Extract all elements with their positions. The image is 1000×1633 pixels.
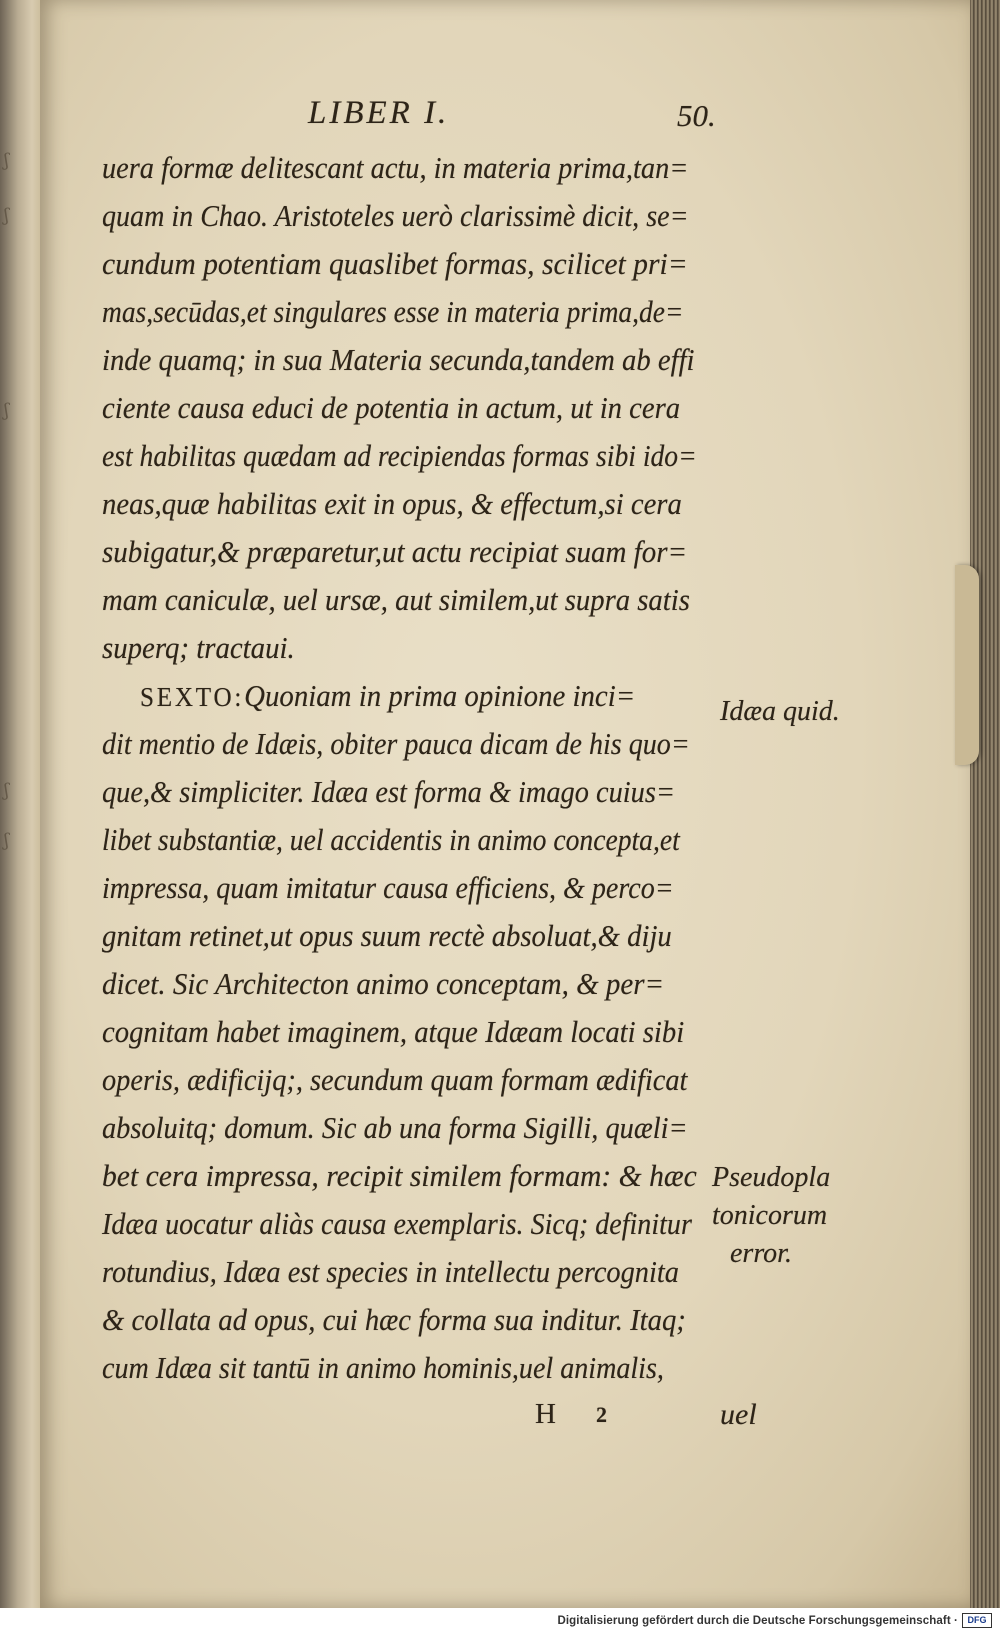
text-line: cognitam habet imaginem, atque Idæam locati sibi	[102, 1014, 685, 1049]
text-line: bet cera impressa, recipit similem formam: & hæc	[102, 1158, 697, 1193]
section-caps: SEXTO:	[140, 682, 245, 712]
text-line: dicet. Sic Architecton animo conceptam, & per=	[102, 966, 665, 1001]
text-line: dit mentio de Idæis, obiter pauca dicam de his quo=	[102, 726, 690, 761]
text-line: uera formæ delitescant actu, in materia prima,tan=	[102, 150, 689, 185]
margin-note-pseudoplatonicorum-3: error.	[730, 1238, 792, 1269]
text-line: que,& simpliciter. Idæa est forma & imago cuius=	[102, 774, 676, 809]
text-line: libet substantiæ, uel accidentis in animo concepta,et	[102, 822, 680, 857]
text-line: est habilitas quædam ad recipiendas formas sibi ido=	[102, 438, 697, 473]
margin-note-pseudoplatonicorum-2: tonicorum	[712, 1200, 828, 1231]
footer-credit-bar	[0, 1608, 1000, 1633]
text-line: impressa, quam imitatur causa efficiens, & perco=	[102, 870, 674, 905]
spine-mark: ʃ	[4, 400, 9, 421]
section-text: Quoniam in prima opinione inci=	[244, 678, 636, 713]
text-line: ciente causa educi de potentia in actum, ut in cera	[102, 390, 681, 425]
text-line: superq; tractaui.	[102, 630, 295, 665]
text-line: mas,secūdas,et singulares esse in materia prima,de=	[102, 294, 684, 329]
dfg-logo: DFG	[962, 1613, 992, 1628]
page-number: 50.	[677, 98, 716, 133]
text-line: operis, ædificijq;, secundum quam formam ædificat	[102, 1062, 688, 1097]
text-line: absoluitq; domum. Sic ab una forma Sigilli, quæli=	[102, 1110, 688, 1145]
catchword: uel	[720, 1398, 757, 1431]
page-tab	[955, 565, 979, 765]
spine-mark: ʃ	[4, 830, 9, 851]
text-line: rotundius, Idæa est species in intellectu percognita	[102, 1254, 679, 1289]
page-stack-edge	[970, 0, 1000, 1608]
text-line: gnitam retinet,ut opus suum rectè absoluat,& diju	[102, 918, 672, 953]
spine-mark: ʃ	[4, 780, 9, 801]
book-page	[40, 0, 972, 1608]
book-spine-edge	[0, 0, 40, 1608]
text-line: quam in Chao. Aristoteles uerò clarissimè dicit, se=	[102, 198, 689, 233]
spine-mark: ʃ	[4, 205, 9, 226]
signature-number: 2	[596, 1402, 607, 1427]
text-line: subigatur,& præparetur,ut actu recipiat suam for=	[102, 534, 688, 569]
text-line: neas,quæ habilitas exit in opus, & effectum,si cera	[102, 486, 682, 521]
running-head: LIBER I.	[308, 95, 450, 131]
footer-credit-text: Digitalisierung gefördert durch die Deutsche Forschungsgemeinschaft ·	[557, 1614, 958, 1627]
text-line-sexto	[140, 676, 635, 717]
margin-note-pseudoplatonicorum-1: Pseudopla	[712, 1162, 831, 1193]
margin-note-idaea-quid: Idæa quid.	[720, 696, 840, 727]
text-line: Idæa uocatur aliàs causa exemplaris. Sicq; definitur	[102, 1206, 692, 1241]
text-line: cum Idæa sit tantū in animo hominis,uel animalis,	[102, 1350, 664, 1385]
text-line: & collata ad opus, cui hæc forma sua inditur. Itaq;	[102, 1302, 686, 1337]
text-line: inde quamq; in sua Materia secunda,tandem ab effi	[102, 342, 695, 377]
text-line: mam caniculæ, uel ursæ, aut similem,ut supra satis	[102, 582, 690, 617]
spine-mark: ʃ	[4, 150, 9, 171]
signature-mark: H	[535, 1398, 556, 1430]
text-line: cundum potentiam quaslibet formas, scilicet pri=	[102, 246, 688, 281]
